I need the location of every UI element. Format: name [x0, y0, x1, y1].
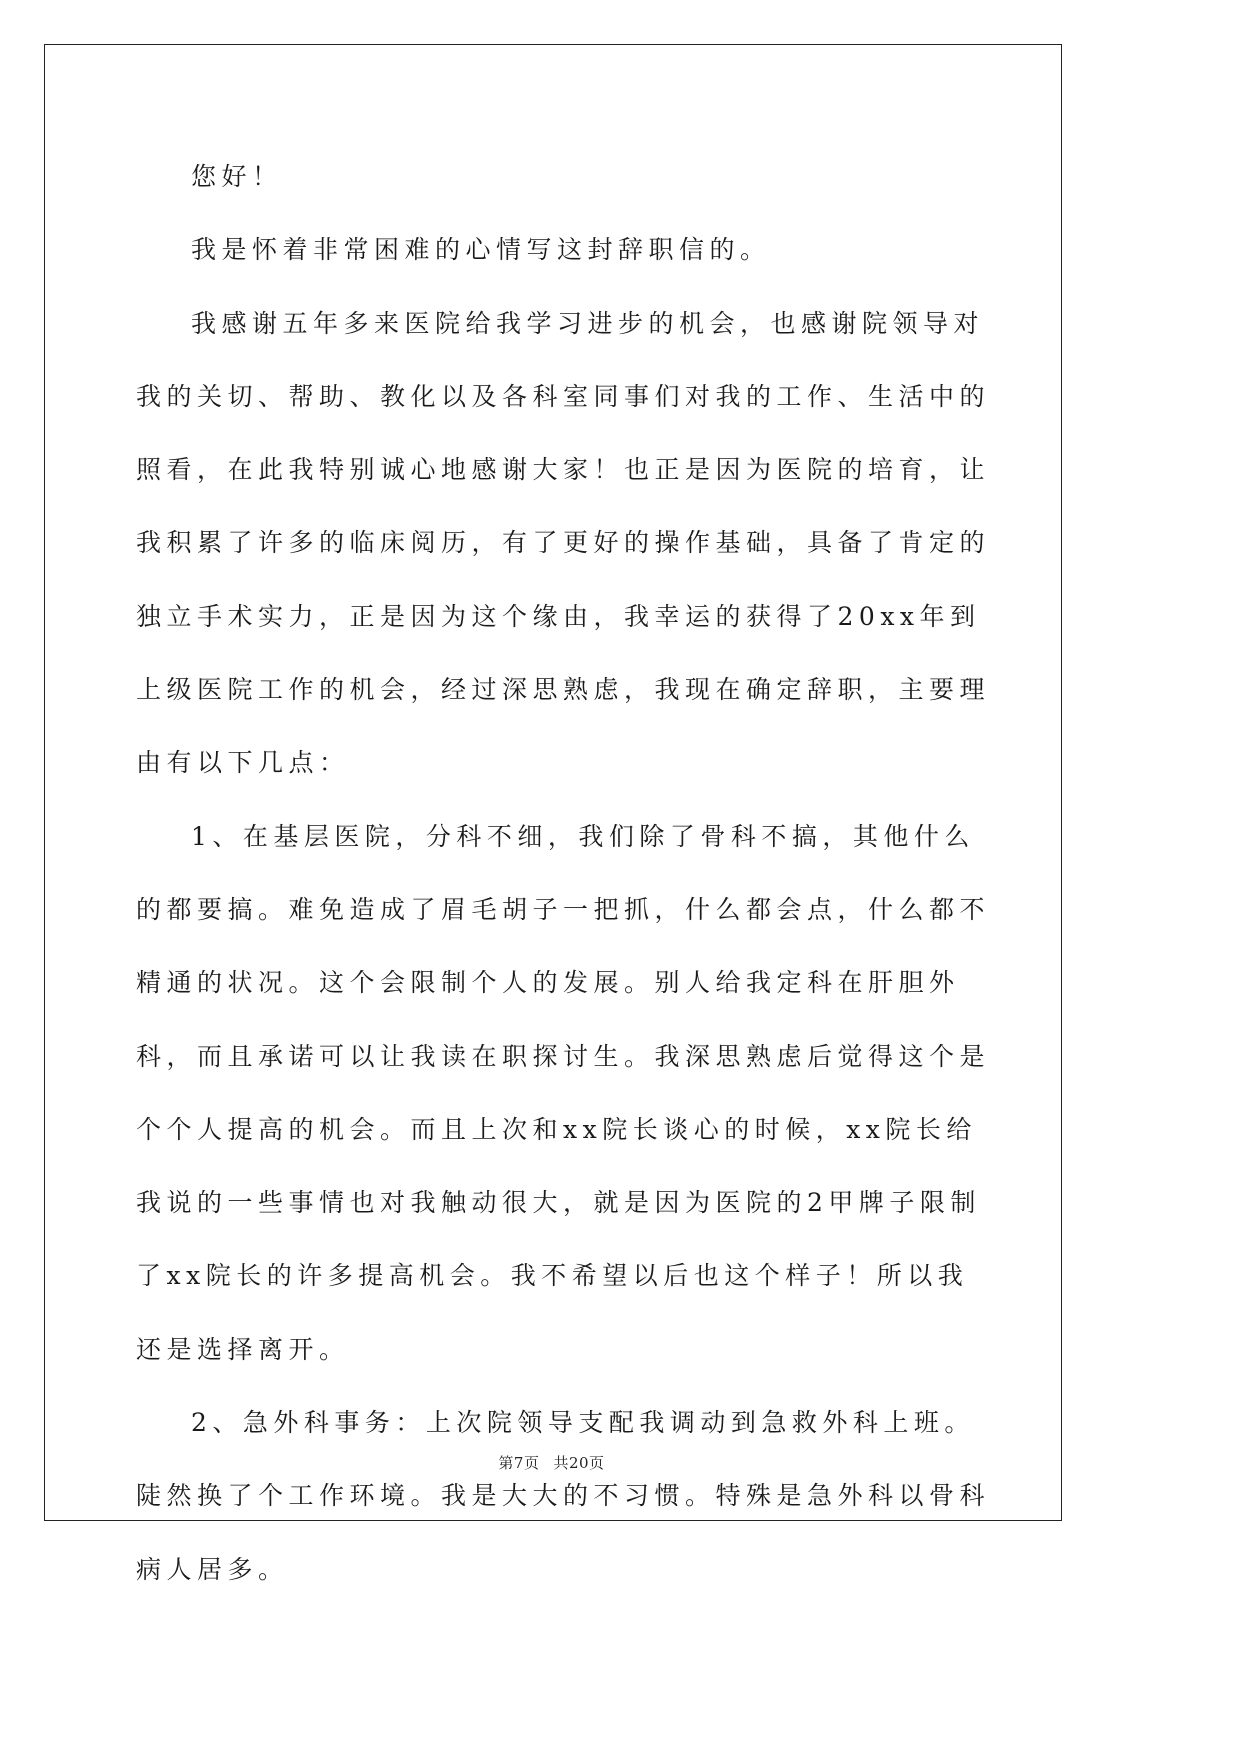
gratitude-paragraph: 我感谢五年多来医院给我学习进步的机会，也感谢院领导对我的关切、帮助、教化以及各科室同事们对我的工作、生活中的照看，在此我特别诚心地感谢大家！也正是因为医院的培育，让我积累了许多的临床阅历，有了更好的操作基础，具备了肯定的独立手术实力，正是因为这个缘由，我幸运的获得了20xx年到上级医院工作的机会，经过深思熟虑，我现在确定辞职，主要理由有以下几点：	[136, 308, 991, 778]
greeting-paragraph: 您好！	[191, 162, 283, 191]
page-total: 共20页	[553, 1454, 605, 1472]
opening-paragraph: 我是怀着非常困难的心情写这封辞职信的。	[191, 235, 771, 265]
reason-one-paragraph: 1、在基层医院，分科不细，我们除了骨科不搞，其他什么的都要搞。难免造成了眉毛胡子一把抓，什么都会点，什么都不精通的状况。这个会限制个人的发展。别人给我定科在肝胆外科，而且承诺可以让我读在职探讨生。我深思熟虑后觉得这个是个个人提高的机会。而且上次和xx院长谈心的时候，xx院长给我说的一些事情也对我触动很大，就是因为医院的2甲牌子限制了xx院长的许多提高机会。我不希望以后也这个样子！所以我还是选择离开。	[136, 821, 991, 1364]
page-footer	[0, 1452, 1103, 1473]
letter-body	[136, 140, 996, 1606]
page-number: 第7页	[498, 1454, 540, 1472]
reason-two-paragraph: 2、急外科事务：上次院领导支配我调动到急救外科上班。陡然换了个工作环境。我是大大的不习惯。特殊是急外科以骨科病人居多。	[136, 1408, 991, 1584]
